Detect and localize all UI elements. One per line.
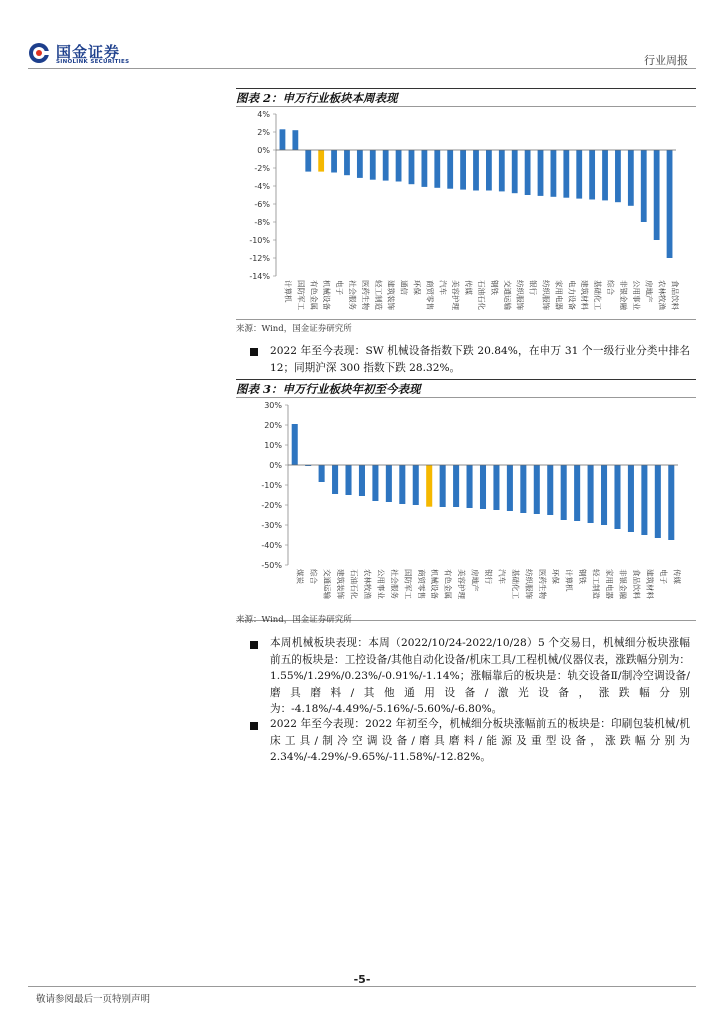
y-tick-label: 2%: [257, 128, 270, 137]
bar: [493, 465, 499, 510]
x-category-label: 医药生物: [537, 569, 547, 599]
figure2-source: 来源：Wind，国金证券研究所: [236, 324, 352, 334]
bar: [534, 465, 540, 514]
report-type: 行业周报: [644, 54, 688, 67]
bullet-marker: [250, 641, 258, 649]
bar: [602, 150, 608, 200]
bar: [467, 465, 473, 508]
x-category-label: 传媒: [672, 569, 682, 584]
figure3-chart: [236, 399, 696, 619]
bullet1-text: 2022 年至今表现：SW 机械设备指数下跌 20.84%，在申万 31 个一级行业分类中排名 12；同期沪深 300 指数下跌 28.32%。: [270, 345, 690, 374]
x-category-label: 美容护理: [451, 280, 461, 310]
x-category-label: 银行: [484, 569, 493, 584]
bar: [615, 150, 621, 202]
bar: [396, 150, 402, 182]
bar: [641, 465, 647, 535]
bar: [434, 150, 440, 188]
bar: [507, 465, 513, 511]
bar: [453, 465, 459, 507]
bar: [654, 150, 660, 240]
bar: [318, 150, 324, 172]
x-category-label: 钢铁: [578, 569, 588, 584]
x-category-label: 石油石化: [477, 280, 486, 310]
figure2-chart: [236, 108, 696, 318]
x-category-label: 农林牧渔: [657, 280, 667, 310]
bar: [667, 150, 673, 258]
bar: [641, 150, 647, 222]
bar: [563, 150, 569, 198]
y-tick-label: -50%: [261, 561, 282, 570]
x-category-label: 纺织服饰: [524, 569, 534, 599]
bar: [473, 150, 479, 191]
bullet-marker: [250, 348, 258, 356]
bar: [628, 465, 634, 532]
bar: [292, 130, 298, 150]
x-category-label: 机械设备: [430, 569, 440, 599]
bar: [319, 465, 325, 482]
figure3-top-rule: [236, 379, 696, 380]
bar: [499, 150, 505, 191]
bar: [460, 150, 466, 190]
x-category-label: 医药生物: [360, 280, 370, 310]
bar: [486, 150, 492, 191]
bar: [628, 150, 634, 206]
header-divider: [28, 68, 696, 69]
x-category-label: 非银金融: [618, 569, 628, 599]
x-category-label: 建筑装饰: [336, 569, 346, 599]
x-category-label: 建筑材料: [580, 280, 590, 310]
y-tick-label: -40%: [261, 541, 282, 550]
x-category-label: 基础化工: [593, 280, 603, 310]
bar: [372, 465, 378, 501]
bar: [520, 465, 526, 513]
bar: [601, 465, 607, 525]
x-category-label: 纺织服饰: [515, 280, 525, 310]
bar: [440, 465, 446, 507]
figure3-title: 图表 3：申万行业板块年初至今表现: [236, 382, 421, 396]
bar: [370, 150, 376, 180]
bar: [547, 465, 553, 515]
bar: [421, 150, 427, 187]
bar: [359, 465, 365, 496]
bar: [345, 465, 351, 495]
x-category-label: 环保: [412, 280, 422, 295]
x-category-label: 交通运输: [322, 569, 332, 599]
y-tick-label: -2%: [254, 164, 270, 173]
x-category-label: 传媒: [464, 280, 474, 295]
x-category-label: 房地产: [644, 280, 654, 303]
y-tick-label: 20%: [264, 421, 282, 430]
bar: [280, 129, 286, 150]
x-category-label: 电子: [658, 569, 668, 584]
bar: [525, 150, 531, 195]
x-category-label: 电子: [335, 280, 345, 295]
y-tick-label: 0%: [257, 146, 270, 155]
x-category-label: 公用事业: [376, 569, 386, 599]
bullet3-text: 2022 年至今表现：2022 年初至今，机械细分板块涨幅前五的板块是：印刷包装机械/机床工具/制冷空调设备/磨具磨料/能源及重型设备，涨跌幅分别为 2.34%/-4.29%/-9.65%/-11.58%/-12.82%。: [270, 718, 690, 763]
figure2-title-rule: [236, 106, 696, 107]
x-category-label: 综合: [606, 280, 616, 295]
x-category-label: 钢铁: [489, 280, 499, 295]
logo-english-name: SINOLINK SECURITIES: [56, 59, 130, 65]
x-category-label: 计算机: [283, 280, 293, 303]
bar: [655, 465, 661, 538]
x-category-label: 非银金融: [618, 280, 628, 310]
bar: [538, 150, 544, 196]
y-tick-label: 0%: [269, 461, 282, 470]
x-category-label: 有色金属: [443, 569, 453, 599]
bar: [589, 150, 595, 200]
bar: [512, 150, 518, 193]
x-category-label: 社会服务: [347, 280, 357, 310]
x-category-label: 轻工制造: [373, 280, 383, 310]
bar: [344, 150, 350, 175]
x-category-label: 轻工制造: [591, 569, 601, 599]
x-category-label: 银行: [528, 280, 538, 295]
x-category-label: 社会服务: [389, 569, 399, 599]
x-category-label: 商贸零售: [416, 569, 426, 599]
x-category-label: 美容护理: [457, 569, 467, 599]
logo-chinese-name: 国金证券: [56, 43, 121, 61]
y-tick-label: 10%: [264, 441, 282, 450]
bar: [386, 465, 392, 502]
y-tick-label: -8%: [254, 218, 270, 227]
x-category-label: 国防军工: [403, 569, 413, 599]
x-category-label: 汽车: [497, 569, 507, 584]
x-category-label: 公用事业: [631, 280, 641, 310]
bar: [409, 150, 415, 184]
y-tick-label: -12%: [249, 254, 270, 263]
bar: [447, 150, 453, 189]
footer-divider: [28, 986, 696, 987]
bar: [614, 465, 620, 529]
bullet-marker: [250, 722, 258, 730]
x-category-label: 建筑材料: [645, 569, 655, 599]
x-category-label: 房地产: [470, 569, 480, 592]
x-category-label: 建筑装饰: [386, 280, 396, 310]
x-category-label: 交通运输: [502, 280, 512, 310]
x-category-label: 石油石化: [349, 569, 359, 599]
y-tick-label: 4%: [257, 110, 270, 119]
x-category-label: 环保: [551, 569, 561, 584]
x-category-label: 家用电器: [605, 569, 615, 599]
x-category-label: 食品饮料: [631, 569, 641, 599]
x-category-label: 纺织服饰: [541, 280, 551, 310]
y-tick-label: -30%: [261, 521, 282, 530]
bar: [399, 465, 405, 504]
x-category-label: 有色金属: [309, 280, 319, 310]
figure2-bottom-rule: [236, 319, 696, 320]
footer-disclaimer: 敬请参阅最后一页特别声明: [36, 994, 151, 1005]
bar: [413, 465, 419, 505]
x-category-label: 汽车: [438, 280, 448, 295]
figure3-source: 来源：Wind，国金证券研究所: [236, 615, 352, 625]
y-tick-label: -6%: [254, 200, 270, 209]
figure2-title: 图表 2：申万行业板块本周表现: [236, 91, 398, 105]
x-category-label: 国防军工: [296, 280, 306, 310]
bar: [574, 465, 580, 521]
bar: [576, 150, 582, 199]
page-number: -5-: [353, 973, 371, 986]
y-tick-label: 30%: [264, 401, 282, 410]
figure2-top-rule: [236, 88, 696, 89]
bar: [551, 150, 557, 197]
x-category-label: 商贸零售: [425, 280, 435, 310]
x-category-label: 煤炭: [295, 569, 305, 584]
bar: [332, 465, 338, 494]
y-tick-label: -10%: [261, 481, 282, 490]
bar: [292, 424, 298, 465]
x-category-label: 家用电器: [554, 280, 564, 310]
y-tick-label: -20%: [261, 501, 282, 510]
bar: [305, 150, 311, 172]
bar: [383, 150, 389, 181]
bar: [357, 150, 363, 178]
bar: [331, 150, 337, 173]
x-category-label: 食品饮料: [670, 280, 680, 310]
figure3-title-rule: [236, 397, 696, 398]
x-category-label: 通信: [399, 280, 409, 295]
bullet2-text: 本周机械板块表现：本周（2022/10/24-2022/10/28）5 个交易日，机械细分板块涨幅前五的板块是：工控设备/其他自动化设备/机床工具/工程机械/仪器仪表，涨跌幅分别为：1.55%/1.29%/0.23%/-0.91%/-1.14%；涨幅靠后的板块是：轨交设备Ⅱ/制冷空调设备/磨具磨料/其他通用设备/激光设备，涨跌幅分别为：-4.18%/-4.49%/-5.16%/-5.60%/-6.80%。: [270, 637, 690, 715]
x-category-label: 基础化工: [510, 569, 520, 599]
bar: [561, 465, 567, 520]
bar: [588, 465, 594, 523]
x-category-label: 机械设备: [322, 280, 332, 310]
x-category-label: 计算机: [564, 569, 574, 592]
x-category-label: 农林牧渔: [362, 569, 372, 599]
bar: [668, 465, 674, 540]
bar: [426, 465, 432, 507]
y-tick-label: -10%: [249, 236, 270, 245]
x-category-label: 综合: [309, 569, 319, 584]
y-tick-label: -4%: [254, 182, 270, 191]
sinolink-logo-icon: [28, 42, 50, 64]
x-category-label: 电力设备: [567, 280, 577, 310]
y-tick-label: -14%: [249, 272, 270, 281]
bar: [480, 465, 486, 509]
